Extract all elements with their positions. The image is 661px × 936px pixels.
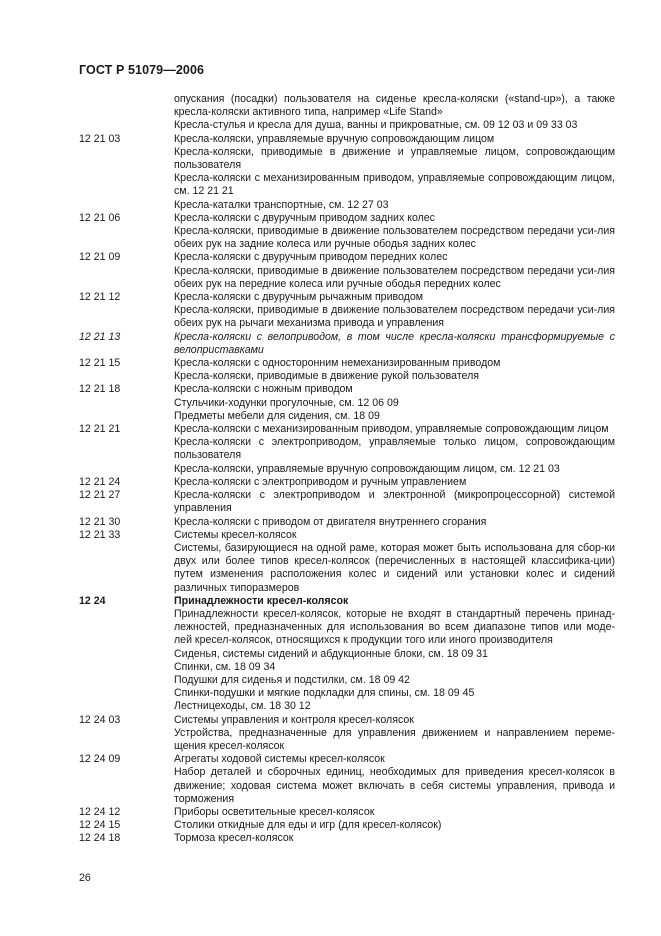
classification-text: Кресла-коляски, управляемые вручную сопровождающим лицом, см. 12 21 03 [174, 462, 560, 475]
list-item [79, 463, 615, 476]
classification-code: 12 21 27 [79, 489, 121, 502]
classification-text: Кресла-коляски с механизированным приводом, управляемые сопровождающим лицом [174, 423, 609, 436]
classification-text: Приборы осветительные кресел-колясок [174, 805, 375, 818]
classification-text: Кресла-стулья и кресла для душа, ванны и прикроватные, см. 09 12 03 и 09 33 03 [174, 119, 578, 132]
classification-text: Набор деталей и сборочных единиц, необходимых для приведения кресел-колясок в движение; ходовая система может включать в себя системы управления, привода и торможения [174, 766, 615, 805]
list-item [79, 806, 615, 819]
list-item [79, 476, 615, 489]
classification-text: Тормоза кресел-колясок [174, 832, 294, 845]
classification-code: 12 24 15 [79, 819, 121, 832]
classification-text: Системы кресел-колясок [174, 528, 297, 541]
classification-text: опускания (посадки) пользователя на сиденье кресла-коляски («stand-up»), а также кресла-коляски активного типа, например «Life Stand» [174, 93, 615, 119]
classification-text: Агрегаты ходовой системы кресел-колясок [174, 753, 385, 766]
classification-text: Предметы мебели для сидения, см. 18 09 [174, 409, 380, 422]
list-item [79, 766, 615, 806]
list-item [79, 93, 615, 119]
classification-code [79, 436, 174, 462]
list-item [79, 727, 615, 753]
list-item [79, 212, 615, 225]
classification-code: 12 21 18 [79, 383, 121, 396]
list-item [79, 225, 615, 251]
classification-text: Кресла-коляски с электроприводом и ручным управлением [174, 475, 467, 488]
classification-code [79, 674, 174, 687]
classification-code: 12 21 21 [79, 423, 121, 436]
classification-text: Кресла-коляски, приводимые в движение рукой пользователя [174, 370, 480, 383]
classification-code: 12 21 33 [79, 528, 121, 541]
classification-list [79, 93, 615, 846]
list-item [79, 291, 615, 304]
list-item [79, 119, 615, 132]
classification-code [79, 172, 174, 198]
classification-code: 12 21 12 [79, 291, 121, 304]
classification-text: Системы, базирующиеся на одной раме, которая может быть использована для сбор-ки двух или более типов кресел-колясок (перечисленных в настоящей классифика-ции) путем изменения расположения колес и сидений или установки колес и сидений различных типоразмеров [174, 541, 615, 594]
list-item [79, 357, 615, 370]
list-item [79, 489, 615, 515]
list-item [79, 370, 615, 383]
classification-code [79, 542, 174, 595]
classification-text: Кресла-коляски с электроприводом и электронной (микропроцессорной) системой управления [174, 489, 615, 515]
page-title: ГОСТ Р 51079—2006 [79, 63, 205, 77]
classification-text: Устройства, предназначенные для управления движением и направлением переме-щения кресел-колясок [174, 726, 615, 752]
classification-text: Кресла-коляски с механизированным приводом, управляемые сопровождающим лицом, см. 12 21 21 [174, 172, 615, 198]
classification-text: Подушки для сиденья и подстилки, см. 18 09 42 [174, 673, 410, 686]
classification-code: 12 21 09 [79, 251, 121, 264]
classification-code: 12 24 12 [79, 805, 121, 818]
list-item [79, 410, 615, 423]
classification-code [79, 410, 174, 423]
classification-text: Кресла-коляски, приводимые в движение пользователем посредством передачи уси-лия обеих рук на задние колеса или ручные ободья задних колес [174, 225, 615, 251]
classification-code [79, 687, 174, 700]
classification-text: Кресла-коляски с велоприводом, в том числе кресла-коляски трансформируемые с велоприставками [174, 330, 615, 356]
list-item [79, 832, 615, 845]
list-item [79, 661, 615, 674]
list-item [79, 648, 615, 661]
classification-code [79, 397, 174, 410]
list-item [79, 397, 615, 410]
classification-code: 12 24 [79, 594, 106, 607]
list-item [79, 383, 615, 396]
classification-code: 12 21 24 [79, 475, 121, 488]
classification-code: 12 24 03 [79, 713, 121, 726]
classification-text: Принадлежности кресел-колясок, которые не входят в стандартный перечень принад-лежностей, предназначенных для использования во всем диапазоне типов или моде-лей кресел-колясок, относящихся к продукции того или иного производителя [174, 607, 615, 647]
classification-text: Стульчики-ходунки прогулочные, см. 12 06 09 [174, 396, 399, 409]
classification-code: 12 21 15 [79, 357, 121, 370]
classification-text: Спинки, см. 18 09 34 [174, 660, 276, 673]
classification-code [79, 304, 174, 330]
list-item [79, 146, 615, 172]
list-item [79, 199, 615, 212]
classification-text: Кресла-коляски с двуручным приводом задних колес [174, 211, 435, 224]
list-item [79, 331, 615, 357]
classification-text: Кресла-коляски с односторонним немеханизированным приводом [174, 357, 501, 370]
classification-code [79, 700, 174, 713]
classification-code: 12 24 09 [79, 753, 121, 766]
classification-code: 12 24 18 [79, 832, 121, 845]
classification-code [79, 93, 174, 119]
classification-code [79, 225, 174, 251]
list-item [79, 265, 615, 291]
list-item [79, 251, 615, 264]
list-item [79, 423, 615, 436]
classification-text: Лестницеходы, см. 18 30 12 [174, 700, 311, 713]
classification-code [79, 463, 174, 476]
classification-text: Кресла-коляски с ножным приводом [174, 383, 353, 396]
classification-code: 12 21 03 [79, 132, 121, 145]
classification-text: Кресла-коляски, приводимые в движение пользователем посредством передачи уси-лия обеих рук на передние колеса или ручные ободья передних колес [174, 264, 615, 290]
list-item [79, 700, 615, 713]
list-item [79, 714, 615, 727]
list-item [79, 608, 615, 648]
list-item [79, 516, 615, 529]
classification-code [79, 608, 174, 648]
classification-text: Спинки-подушки и мягкие подкладки для спины, см. 18 09 45 [174, 687, 475, 700]
list-item [79, 753, 615, 766]
classification-code [79, 370, 174, 383]
classification-text: Принадлежности кресел-колясок [174, 594, 349, 607]
classification-text: Системы управления и контроля кресел-колясок [174, 713, 414, 726]
classification-code: 12 21 30 [79, 515, 121, 528]
classification-text: Столики откидные для еды и игр (для кресел-колясок) [174, 819, 442, 832]
classification-text: Кресла-коляски с двуручным приводом передних колес [174, 251, 448, 264]
classification-code [79, 648, 174, 661]
classification-code [79, 661, 174, 674]
classification-code [79, 727, 174, 753]
list-item [79, 304, 615, 330]
classification-text: Кресла-коляски, приводимые в движение пользователем посредством передачи уси-лия обеих рук на рычаги механизма привода и управления [174, 304, 615, 330]
classification-text: Кресла-коляски с двуручным рычажным приводом [174, 291, 424, 304]
list-item [79, 819, 615, 832]
list-item [79, 172, 615, 198]
classification-text: Сиденья, системы сидений и абдукционные блоки, см. 18 09 31 [174, 647, 488, 660]
classification-code: 12 21 13 [79, 330, 121, 343]
classification-code [79, 265, 174, 291]
classification-code [79, 766, 174, 806]
classification-text: Кресла-коляски, управляемые вручную сопровождающим лицом [174, 132, 495, 145]
list-item [79, 133, 615, 146]
classification-text: Кресла-коляски, приводимые в движение и управляемые лицом, сопровождающим пользователя [174, 145, 615, 172]
classification-code [79, 199, 174, 212]
list-item [79, 529, 615, 542]
classification-code: 12 21 06 [79, 211, 121, 224]
list-item [79, 436, 615, 462]
list-item [79, 595, 615, 608]
list-item [79, 542, 615, 595]
classification-code [79, 146, 174, 172]
classification-code [79, 119, 174, 132]
classification-text: Кресла-каталки транспортные, см. 12 27 03 [174, 198, 389, 211]
list-item [79, 687, 615, 700]
page-number: 26 [79, 872, 91, 884]
classification-text: Кресла-коляски с электроприводом, управляемые только лицом, сопровождающим пользователя [174, 436, 615, 462]
classification-text: Кресла-коляски с приводом от двигателя внутреннего сгорания [174, 515, 487, 528]
list-item [79, 674, 615, 687]
